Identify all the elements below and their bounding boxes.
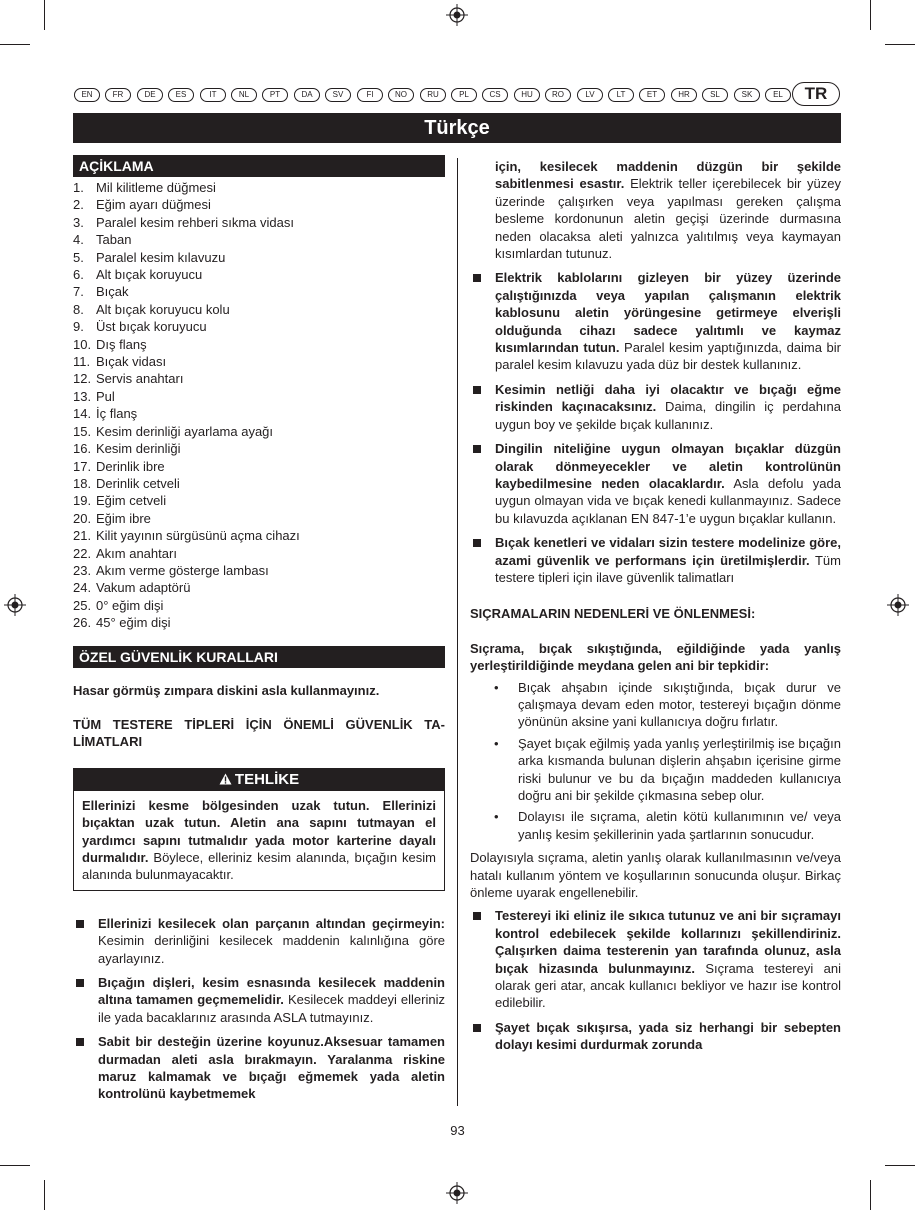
bullet-bold-text: Elektrik kablolarını gizleyen bir yüzey üzerinde çalıştığınızda veya yapılan çalışmanın elektrik kablosunu aletin yörüngesine getirmeye elverişli olduğunda cihazı sadece yalıtımlı ve kaymaz kısımlarından tutun. bbox=[495, 270, 841, 356]
parts-list-number: 17. bbox=[73, 458, 92, 474]
bullet-text: Paralel kesim yaptığınızda, daima bir paralel kesim kılavuzu yada düz bir destek kullanınız. bbox=[495, 340, 841, 373]
parts-list-number: 12. bbox=[73, 371, 92, 387]
danger-text: Böylece, elleriniz kesim alanında, bıçağın kesim alanında bulunmayacaktır. bbox=[82, 850, 436, 883]
parts-list-number: 19. bbox=[73, 493, 92, 509]
crop-mark bbox=[44, 0, 45, 30]
parts-list-number: 22. bbox=[73, 545, 92, 561]
bullet-bold-text: Ellerinizi kesilecek olan parçanın altından geçirmeyin: bbox=[98, 915, 445, 931]
parts-list-label: Bıçak bbox=[96, 284, 129, 300]
bullet-item bbox=[470, 440, 841, 527]
bullet-bold-text: Sabit bir desteğin üzerine koyunuz.Aksesuar tamamen durmadan aleti asla bırakmayın. Yaralanma riskine maruz kalmamak ve bıçağı eğmemek yada aletin kontrolünü kaybetmemek bbox=[98, 1034, 445, 1102]
parts-list-number: 20. bbox=[73, 510, 92, 526]
language-tab[interactable]: FR bbox=[105, 88, 131, 102]
parts-list-number: 24. bbox=[73, 580, 92, 596]
language-tab[interactable]: IT bbox=[200, 88, 226, 102]
crop-mark bbox=[885, 44, 915, 45]
language-tab[interactable]: SV bbox=[325, 88, 351, 102]
parts-list-label: Derinlik cetveli bbox=[96, 475, 180, 491]
danger-bold-text: Ellerinizi kesme bölgesinden uzak tutun. Ellerinizi bıçaktan uzak tutun. Aletin ana sapını tutmayan el yardımcı sapını tutmalıdır yada motor karterine dayalı durmalıdır. bbox=[82, 797, 436, 865]
dot-item-text: Şayet bıçak eğilmiş yada yanlış yerleştirilmiş ise bıçağın arka kısmanda bulunan dişlerin ahşabın içerisine girme riski bulunur ve bu da bıçağın maddeden kullanıcıya doğru ani bir şekilde çıkmasına sebep olur. bbox=[518, 735, 841, 803]
language-tab[interactable]: PT bbox=[262, 88, 288, 102]
language-tab[interactable]: SL bbox=[702, 88, 728, 102]
parts-list-item bbox=[73, 353, 445, 370]
language-tab[interactable]: EN bbox=[74, 88, 100, 102]
dot-item bbox=[470, 679, 841, 731]
right-bullet-list bbox=[470, 269, 841, 586]
bullet-text: Asla defolu yada uygun olmayan vida ve bıçak kenedi kullanmayınız. Sadece bu kılavuzda açıklanan EN 847-1’e uygun bıçaklar kullanın. bbox=[495, 475, 841, 526]
danger-header bbox=[74, 769, 444, 791]
registration-mark-icon bbox=[446, 4, 468, 26]
parts-list-label: Derinlik ibre bbox=[96, 458, 165, 474]
parts-list-label: Paralel kesim rehberi sıkma vidası bbox=[96, 214, 294, 230]
parts-list-item bbox=[73, 492, 445, 509]
parts-list-label: Alt bıçak koruyucu kolu bbox=[96, 301, 230, 317]
parts-list-number: 6. bbox=[73, 267, 84, 283]
language-tab[interactable]: RO bbox=[545, 88, 571, 102]
parts-list-label: Kesim derinliği bbox=[96, 441, 181, 457]
crop-mark bbox=[885, 1165, 915, 1166]
bullet-bold-text: Bıçak kenetleri ve vidaları sizin testere modelinize göre, azami güvenlik ve performans için üretilmişlerdir. bbox=[495, 535, 841, 568]
parts-list-label: Vakum adaptörü bbox=[96, 580, 191, 596]
bullet-dot-icon: • bbox=[494, 809, 499, 825]
parts-list-number: 9. bbox=[73, 319, 84, 335]
bullet-item bbox=[73, 974, 445, 1026]
parts-list-label: 45° eğim dişi bbox=[96, 615, 171, 631]
parts-list-label: Servis anahtarı bbox=[96, 371, 184, 387]
parts-list-item bbox=[73, 579, 445, 596]
parts-list-item bbox=[73, 440, 445, 457]
language-tab[interactable]: DA bbox=[294, 88, 320, 102]
parts-list-item bbox=[73, 370, 445, 387]
parts-list-item bbox=[73, 336, 445, 353]
parts-list-number: 4. bbox=[73, 232, 84, 248]
parts-list-item bbox=[73, 231, 445, 248]
language-tab-active[interactable]: TR bbox=[792, 82, 840, 106]
kickback-paragraph: Dolayısıyla sıçrama, aletin yanlış olarak kullanılmasının ve/veya hatalı kullanım yöntem ve koşullarının sonucunda oluşur. Birkaç önleme uyarak engellenebilir. bbox=[470, 850, 841, 901]
parts-list-number: 7. bbox=[73, 284, 84, 300]
language-tab[interactable]: LT bbox=[608, 88, 634, 102]
parts-list-item bbox=[73, 527, 445, 544]
crop-mark bbox=[870, 0, 871, 30]
parts-list-number: 8. bbox=[73, 301, 84, 317]
parts-list-number: 14. bbox=[73, 406, 92, 422]
parts-list-number: 13. bbox=[73, 388, 92, 404]
bullet-dot-icon: • bbox=[494, 735, 499, 751]
danger-title: TEHLİKE bbox=[234, 770, 300, 788]
parts-list-label: Kilit yayının sürgüsünü açma cihazı bbox=[96, 528, 300, 544]
left-bullet-list bbox=[73, 915, 445, 1103]
left-column bbox=[73, 155, 445, 1110]
language-tab[interactable]: FI bbox=[357, 88, 383, 102]
safety-heading: ÖZEL GÜVENLİK KURALLARI bbox=[73, 646, 445, 668]
language-tab[interactable]: PL bbox=[451, 88, 477, 102]
bullet-text: Kesilecek maddeyi elleriniz ile yada bacaklarınız arasında ASLA tutmayınız. bbox=[98, 992, 445, 1025]
continued-text: Elektrik teller içerebilecek bir yüzey üzerinde çalışırken veya yapılması gereken çalışma besleme kordonunun aletin geçişi üzerinde durmasına neden olacaksa aleti yalnızca yalıtılmış veya kaymayan kısımlardan tutunuz. bbox=[495, 176, 842, 262]
parts-list-label: Paralel kesim kılavuzu bbox=[96, 249, 226, 265]
bullet-dot-icon: • bbox=[494, 679, 499, 695]
parts-list-number: 15. bbox=[73, 423, 92, 439]
language-bar bbox=[74, 82, 841, 106]
parts-list-number: 3. bbox=[73, 214, 84, 230]
crop-mark bbox=[0, 44, 30, 45]
bullet-text: Daima, dingilin iç perdahına uygun boy ve şekilde bıçak kullanınız. bbox=[495, 399, 842, 432]
danger-body bbox=[74, 791, 444, 890]
parts-list-label: Dış flanş bbox=[96, 336, 147, 352]
bullet-text: Kesimin derinliğini kesilecek maddenin kalınlığına göre ayarlayınız. bbox=[98, 933, 445, 966]
continued-bold: için, kesilecek maddenin düzgün bir şekilde sabitlenmesi esastır. bbox=[495, 159, 841, 192]
parts-list-item bbox=[73, 614, 445, 631]
language-tab[interactable]: DE bbox=[137, 88, 163, 102]
dot-item-text: Bıçak ahşabın içinde sıkıştığında, bıçak durur ve çalışmaya devam eden motor, testereyi bıçağın dönme yönünün aksine yani kullanıcıya doğru fırlatır. bbox=[518, 679, 841, 730]
language-tab[interactable]: HR bbox=[671, 88, 697, 102]
dot-item bbox=[470, 735, 841, 805]
bullet-item bbox=[470, 1019, 841, 1054]
parts-list-number: 2. bbox=[73, 197, 84, 213]
parts-list-label: Taban bbox=[96, 232, 132, 248]
language-tab[interactable]: ET bbox=[639, 88, 665, 102]
language-tab[interactable]: EL bbox=[765, 88, 791, 102]
parts-list-item bbox=[73, 510, 445, 527]
crop-mark bbox=[44, 1180, 45, 1210]
parts-list-number: 21. bbox=[73, 528, 92, 544]
safety-warning-text: Hasar görmüş zımpara diskini asla kullanmayınız. bbox=[73, 682, 380, 698]
parts-list-number: 1. bbox=[73, 180, 84, 195]
language-tab[interactable]: LV bbox=[577, 88, 603, 102]
description-heading: AÇİKLAMA bbox=[73, 155, 445, 177]
parts-list-label: 0° eğim dişi bbox=[96, 597, 164, 613]
crop-mark bbox=[870, 1180, 871, 1210]
right-column bbox=[470, 158, 841, 1061]
bullet-bold-text: Şayet bıçak sıkışırsa, yada siz herhangi bir sebepten dolayı kesimi durdurmak zorunda bbox=[495, 1019, 841, 1053]
bullet-item bbox=[470, 907, 841, 1011]
safety-instructions-title: TÜM TESTERE TİPLERİ İÇİN ÖNEMLİ GÜVENLİK TA-LİMATLARI bbox=[73, 716, 445, 750]
language-tab[interactable]: RU bbox=[420, 88, 446, 102]
bullet-bold-text: Kesimin netliği daha iyi olacaktır ve bıçağı eğme riskinden kaçınacaksınız. bbox=[495, 381, 841, 415]
parts-list-label: Pul bbox=[96, 388, 115, 404]
parts-list-item bbox=[73, 179, 445, 196]
column-divider bbox=[457, 158, 458, 1106]
parts-list-item bbox=[73, 597, 445, 614]
continued-paragraph bbox=[470, 158, 841, 262]
registration-mark-icon bbox=[4, 594, 26, 616]
parts-list-item bbox=[73, 196, 445, 213]
page-number: 93 bbox=[450, 1123, 465, 1138]
kickback-heading: SIÇRAMALARIN NEDENLERİ VE ÖNLENMESİ: bbox=[470, 606, 756, 622]
language-tab[interactable]: ES bbox=[168, 88, 194, 102]
language-tab[interactable]: CS bbox=[482, 88, 508, 102]
bullet-text: Sıçrama testereyi ani olarak geri atar, ancak kullanıcı bekliyor ve hazır ise kontrol edilebilir. bbox=[495, 960, 841, 1011]
parts-list-item bbox=[73, 458, 445, 475]
dot-item bbox=[470, 808, 841, 843]
parts-list-number: 5. bbox=[73, 249, 84, 265]
language-banner: Türkçe bbox=[73, 113, 841, 143]
parts-list-label: Alt bıçak koruyucu bbox=[96, 267, 203, 283]
language-tab[interactable]: NL bbox=[231, 88, 257, 102]
parts-list-label: Mil kilitleme düğmesi bbox=[96, 180, 216, 195]
parts-list-item bbox=[73, 545, 445, 562]
bullet-bold-text: Bıçağın dişleri, kesim esnasında kesilecek maddenin altına tamamen geçmemelidir. bbox=[98, 975, 445, 1008]
parts-list bbox=[73, 179, 445, 632]
parts-list-item bbox=[73, 266, 445, 283]
parts-list-item bbox=[73, 405, 445, 422]
parts-list-number: 10. bbox=[73, 336, 92, 352]
parts-list-item bbox=[73, 318, 445, 335]
kickback-dot-list bbox=[470, 679, 841, 844]
parts-list-number: 11. bbox=[73, 354, 91, 370]
registration-mark-icon bbox=[887, 594, 909, 616]
parts-list-item bbox=[73, 388, 445, 405]
bullet-text: Tüm testere tipleri için ilave güvenlik talimatları bbox=[495, 552, 841, 585]
danger-box bbox=[73, 768, 445, 891]
parts-list-item bbox=[73, 562, 445, 579]
bullet-item bbox=[470, 269, 841, 373]
bullet-item bbox=[73, 915, 445, 967]
parts-list-label: Kesim derinliği ayarlama ayağı bbox=[96, 423, 274, 439]
parts-list-label: Akım verme gösterge lambası bbox=[96, 562, 269, 578]
language-tab[interactable]: NO bbox=[388, 88, 414, 102]
crop-mark bbox=[0, 1165, 30, 1166]
parts-list-item bbox=[73, 214, 445, 231]
warning-triangle-icon bbox=[219, 773, 232, 785]
parts-list-number: 16. bbox=[73, 441, 92, 457]
bullet-bold-text: Testereyi iki eliniz ile sıkıca tutunuz ve ani bir sıçramayı kontrol edebilecek şekilde kollarınızı şekillendiriniz. Çalışırken daima testerenin yan tarafında olunuz, asla bıçak hizasında bulunmayınız. bbox=[495, 908, 841, 976]
parts-list-label: Akım anahtarı bbox=[96, 545, 177, 561]
parts-list-number: 18. bbox=[73, 475, 92, 491]
registration-mark-icon bbox=[446, 1182, 468, 1204]
language-tab[interactable]: HU bbox=[514, 88, 540, 102]
parts-list-label: Eğim ibre bbox=[96, 510, 151, 526]
kickback-bullet-list bbox=[470, 907, 841, 1053]
parts-list-item bbox=[73, 283, 445, 300]
parts-list-label: Eğim ayarı düğmesi bbox=[96, 197, 211, 213]
language-tab[interactable]: SK bbox=[734, 88, 760, 102]
parts-list-label: Eğim cetveli bbox=[96, 493, 167, 509]
parts-list-label: Üst bıçak koruyucu bbox=[96, 319, 207, 335]
bullet-bold-text: Dingilin niteliğine uygun olmayan bıçaklar düzgün olarak dönmeyecekler ve aletin kontrolünün kaybedilmesine neden olacaklardır. bbox=[495, 441, 841, 491]
dot-item-text: Dolayısı ile sıçrama, aletin kötü kullanımının ve/ veya yanlış kesim şekillerinin yada şartlarının sonucudur. bbox=[518, 809, 841, 842]
parts-list-number: 25. bbox=[73, 597, 92, 613]
bullet-item bbox=[73, 1033, 445, 1103]
parts-list-item bbox=[73, 249, 445, 266]
parts-list-item bbox=[73, 423, 445, 440]
parts-list-number: 23. bbox=[73, 562, 92, 578]
parts-list-number: 26. bbox=[73, 615, 92, 631]
parts-list-item bbox=[73, 301, 445, 318]
parts-list-item bbox=[73, 475, 445, 492]
parts-list-label: Bıçak vidası bbox=[96, 354, 167, 370]
kickback-intro: Sıçrama, bıçak sıkıştığında, eğildiğinde yada yanlış yerleştirildiğinde meydana gelen ani bir tepkidir: bbox=[470, 640, 841, 674]
bullet-item bbox=[470, 534, 841, 586]
bullet-item bbox=[470, 381, 841, 433]
parts-list-label: İç flanş bbox=[96, 406, 138, 422]
